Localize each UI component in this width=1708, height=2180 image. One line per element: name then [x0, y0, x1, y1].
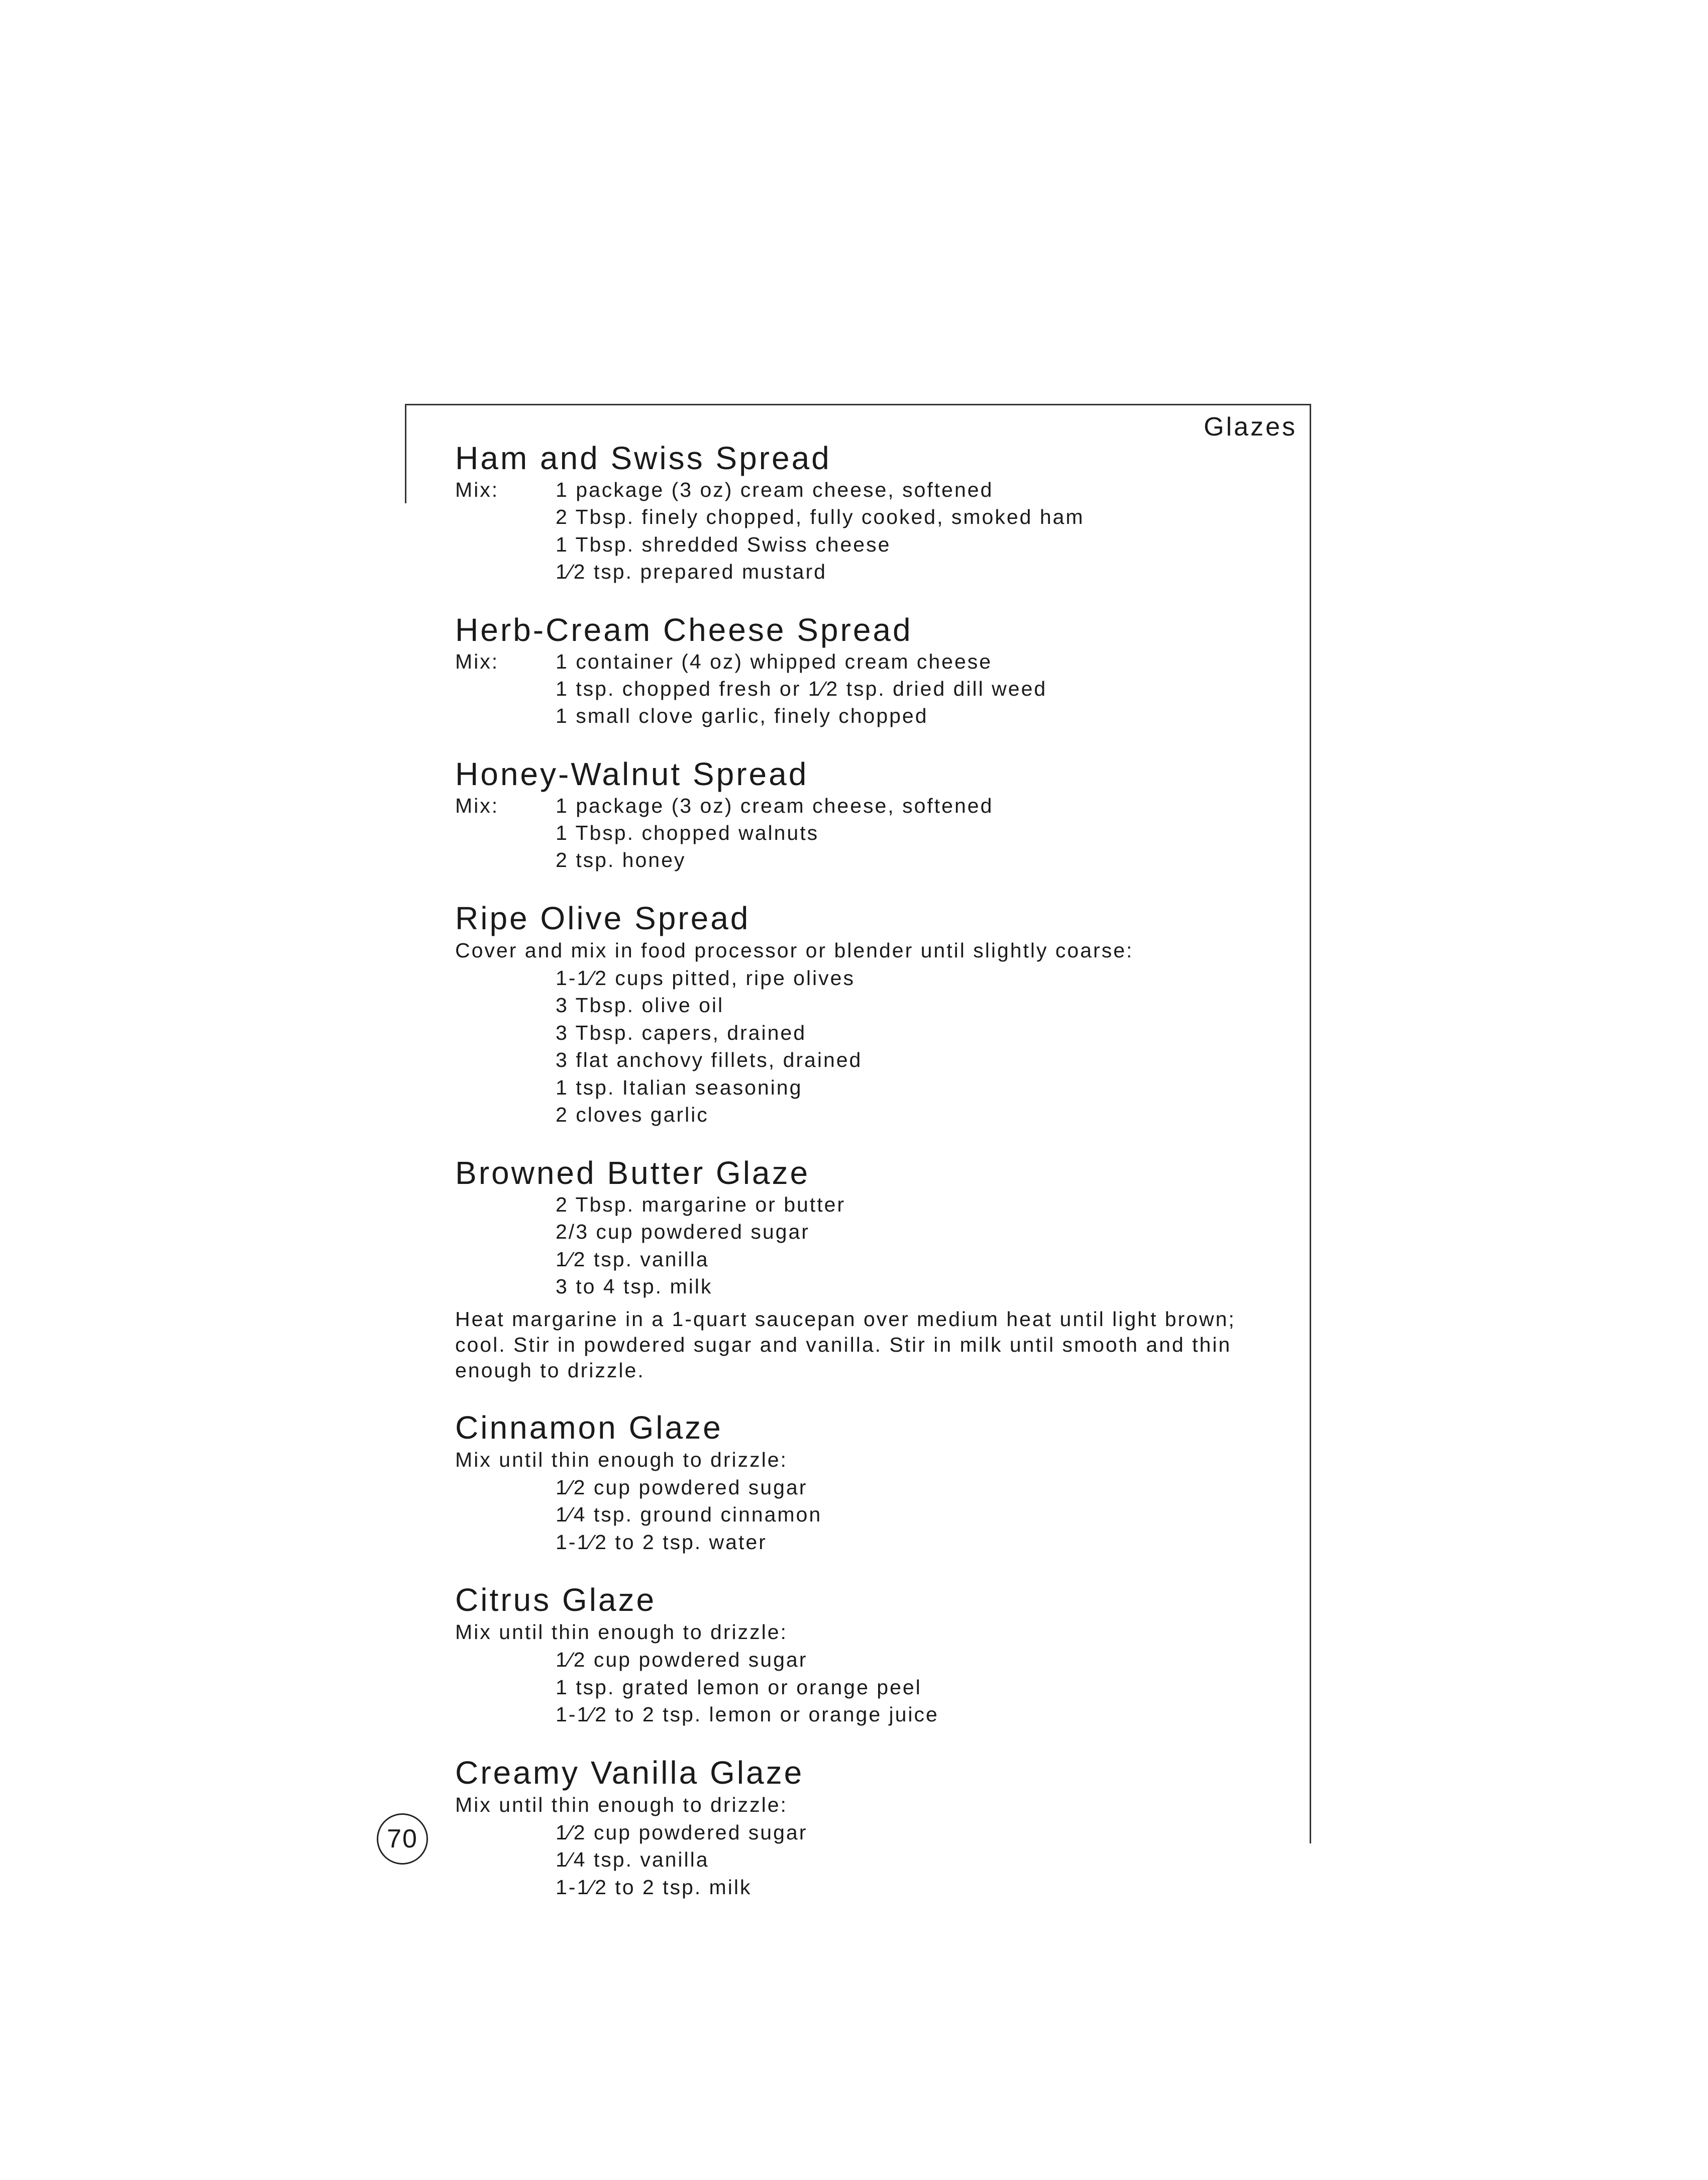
ingredient: 2/3 cup powdered sugar — [556, 1220, 810, 1243]
recipe-title: Cinnamon Glaze — [455, 1409, 723, 1446]
ingredient: 1 Tbsp. shredded Swiss cheese — [556, 532, 891, 556]
ingredient: 2 tsp. honey — [556, 848, 686, 871]
recipe-title: Citrus Glaze — [455, 1582, 657, 1618]
ingredient: 1-1⁄2 to 2 tsp. milk — [556, 1875, 752, 1899]
ingredient-row — [455, 648, 1284, 675]
mix-label: Mix: — [455, 649, 499, 673]
ingredient: 3 flat anchovy fillets, drained — [556, 1048, 863, 1071]
ingredient: 1⁄4 tsp. ground cinnamon — [556, 1503, 822, 1526]
recipe-cinnamon-glaze — [455, 1409, 1284, 1556]
recipe-list — [455, 440, 1284, 1927]
recipe-title: Honey-Walnut Spread — [455, 755, 809, 792]
recipe-ripe-olive-spread — [455, 900, 1284, 1129]
ingredient: 1 tsp. grated lemon or orange peel — [556, 1675, 922, 1699]
ingredient: 1 package (3 oz) cream cheese, softened — [556, 478, 994, 501]
ingredient: 1 small clove garlic, finely chopped — [556, 704, 928, 727]
recipe-directions: Heat margarine in a 1-quart saucepan over medium heat until light brown; cool. Stir in powdered sugar and vanilla. Stir in milk until smooth and thin enough to drizzle. — [455, 1307, 1236, 1382]
page-frame-top-rule — [405, 404, 1311, 405]
ingredient: 2 cloves garlic — [556, 1103, 709, 1126]
recipe-title: Ham and Swiss Spread — [455, 440, 831, 476]
page-frame-left-rule — [405, 404, 406, 503]
page-frame-right-rule — [1310, 404, 1311, 1843]
recipe-creamy-vanilla-glaze — [455, 1755, 1284, 1901]
recipe-intro: Mix until thin enough to drizzle: — [455, 1448, 788, 1471]
recipe-title: Ripe Olive Spread — [455, 900, 751, 936]
recipe-title: Herb-Cream Cheese Spread — [455, 611, 913, 648]
recipe-herb-cream-cheese-spread — [455, 612, 1284, 730]
mix-label: Mix: — [455, 794, 499, 817]
ingredient: 2 Tbsp. finely chopped, fully cooked, smoked ham — [556, 505, 1085, 528]
ingredient: 1⁄2 cup powdered sugar — [556, 1475, 808, 1499]
ingredient-row — [455, 792, 1284, 819]
recipe-browned-butter-glaze — [455, 1155, 1284, 1383]
ingredient-row — [455, 476, 1284, 503]
recipe-honey-walnut-spread — [455, 756, 1284, 874]
ingredient: 1⁄2 tsp. prepared mustard — [556, 560, 827, 583]
ingredient: 1 package (3 oz) cream cheese, softened — [556, 794, 994, 817]
ingredient: 1 tsp. Italian seasoning — [556, 1075, 803, 1099]
ingredient: 1⁄2 cup powdered sugar — [556, 1820, 808, 1844]
recipe-title: Browned Butter Glaze — [455, 1154, 810, 1191]
ingredient: 1⁄2 tsp. vanilla — [556, 1247, 709, 1271]
recipe-intro: Mix until thin enough to drizzle: — [455, 1793, 788, 1816]
ingredient: 3 Tbsp. capers, drained — [556, 1021, 806, 1044]
ingredient: 1 container (4 oz) whipped cream cheese — [556, 649, 993, 673]
ingredient: 1 tsp. chopped fresh or 1⁄2 tsp. dried dill weed — [556, 677, 1047, 700]
section-header: Glazes — [1204, 412, 1297, 442]
ingredient: 1⁄4 tsp. vanilla — [556, 1848, 709, 1871]
mix-label: Mix: — [455, 478, 499, 501]
ingredient: 1-1⁄2 to 2 tsp. water — [556, 1530, 767, 1554]
recipe-title: Creamy Vanilla Glaze — [455, 1754, 804, 1791]
recipe-ham-and-swiss-spread — [455, 440, 1284, 586]
recipe-citrus-glaze — [455, 1582, 1284, 1728]
ingredient: 1 Tbsp. chopped walnuts — [556, 821, 819, 844]
ingredient: 1⁄2 cup powdered sugar — [556, 1648, 808, 1671]
page-number-badge — [377, 1813, 428, 1865]
ingredient: 3 Tbsp. olive oil — [556, 994, 724, 1017]
page-number: 70 — [387, 1824, 418, 1854]
ingredient: 2 Tbsp. margarine or butter — [556, 1192, 846, 1216]
ingredient: 1-1⁄2 cups pitted, ripe olives — [556, 966, 855, 990]
ingredient: 3 to 4 tsp. milk — [556, 1275, 713, 1298]
recipe-intro: Cover and mix in food processor or blender until slightly coarse: — [455, 938, 1134, 962]
ingredient: 1-1⁄2 to 2 tsp. lemon or orange juice — [556, 1703, 939, 1726]
recipe-intro: Mix until thin enough to drizzle: — [455, 1620, 788, 1644]
